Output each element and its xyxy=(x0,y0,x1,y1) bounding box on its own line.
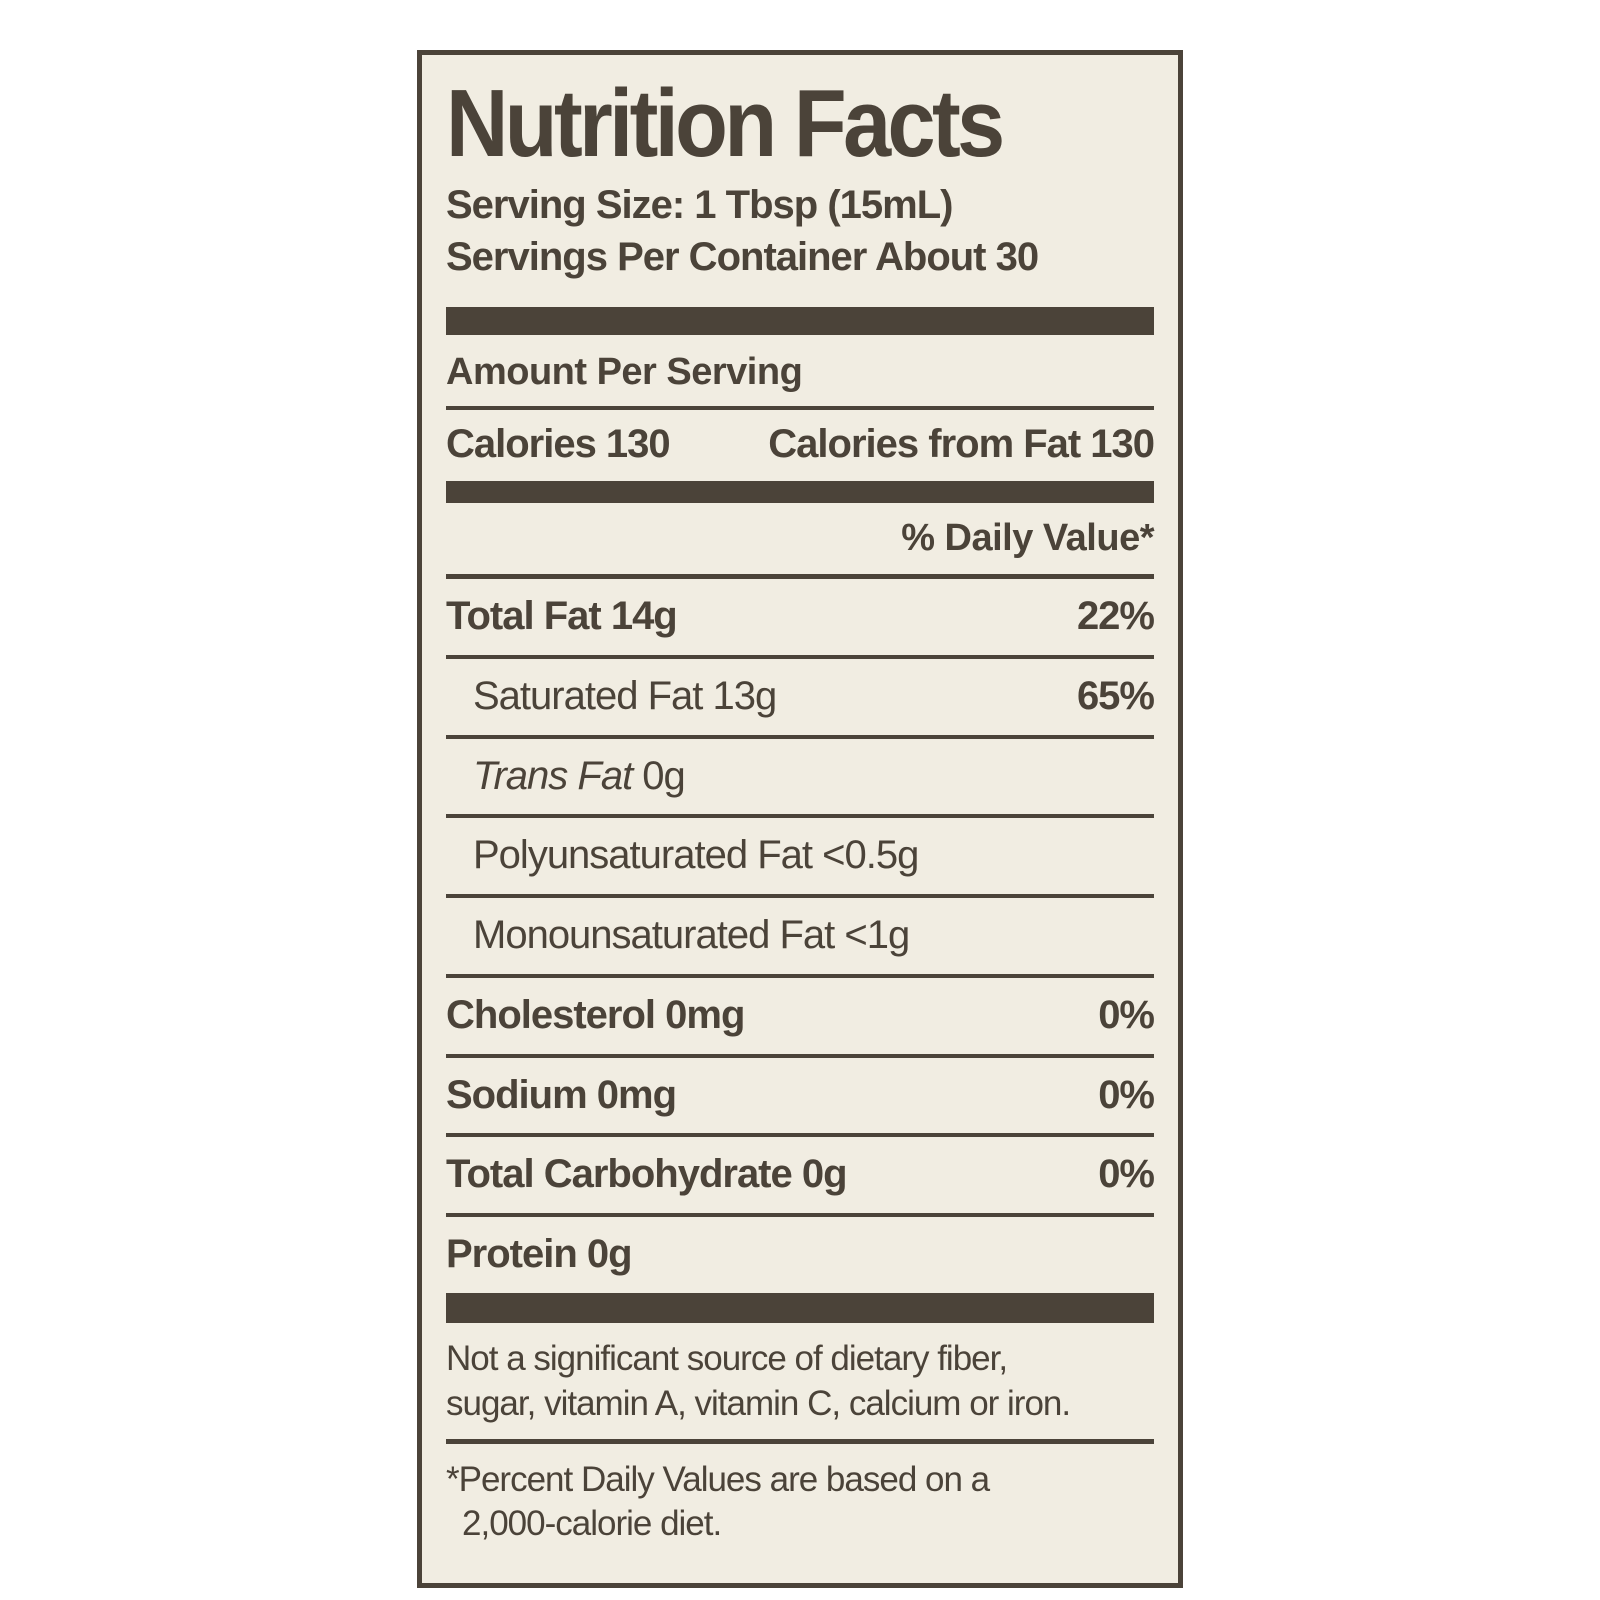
serving-size: Serving Size: 1 Tbsp (15mL) xyxy=(446,182,953,227)
nutrient-name: Saturated Fat xyxy=(473,673,703,718)
daily-value-header: % Daily Value* xyxy=(901,516,1154,559)
daily-value-percent: 0% xyxy=(1098,1072,1154,1117)
calories-value: 130 xyxy=(605,421,670,466)
table-row xyxy=(446,818,1154,894)
nutrient-amount: 14g xyxy=(600,593,677,638)
table-row xyxy=(446,579,1154,655)
nutrient-name: Polyunsaturated Fat xyxy=(473,833,812,878)
servings-per-container: Servings Per Container About 30 xyxy=(446,234,1039,279)
section-divider-bar xyxy=(446,481,1154,503)
section-divider-bar xyxy=(446,1293,1154,1323)
label-title: Nutrition Facts xyxy=(446,70,1002,177)
not-significant-note xyxy=(446,1323,1154,1439)
daily-value-percent: 0% xyxy=(1098,992,1154,1037)
note-line: 2,000-calorie diet. xyxy=(462,1504,722,1544)
nutrient-amount: 0g xyxy=(632,753,685,798)
nutrient-amount: <1g xyxy=(834,913,910,958)
amount-per-serving-heading: Amount Per Serving xyxy=(446,350,803,393)
calories-from-fat xyxy=(768,422,1154,467)
table-row xyxy=(446,898,1154,974)
note-line: Not a significant source of dietary fiber, xyxy=(446,1339,1008,1379)
nutrient xyxy=(446,1232,632,1277)
calories-label: Calories xyxy=(446,421,596,466)
nutrient-name: Protein xyxy=(446,1232,577,1277)
table-row xyxy=(446,1137,1154,1213)
nutrient-amount: 0mg xyxy=(655,992,745,1037)
nutrient-amount: 0mg xyxy=(586,1072,677,1117)
nutrient xyxy=(473,754,685,799)
daily-value-percent: 0% xyxy=(1098,1152,1154,1197)
nutrient-name: Monounsaturated Fat xyxy=(473,913,835,958)
daily-value-percent: 65% xyxy=(1076,673,1154,718)
nutrient-rows xyxy=(446,579,1154,1293)
daily-value-percent: 22% xyxy=(1076,593,1154,638)
nutrient-amount: 13g xyxy=(702,673,777,718)
nutrition-facts-label xyxy=(417,50,1183,1588)
section-divider-bar xyxy=(446,307,1154,335)
nutrient xyxy=(473,674,776,719)
nutrient xyxy=(446,993,744,1038)
daily-value-footnote xyxy=(446,1444,1154,1560)
calories-row xyxy=(446,410,1154,481)
nutrient-amount: <0.5g xyxy=(812,833,919,878)
nutrient-name: Cholesterol xyxy=(446,992,656,1037)
table-row xyxy=(446,739,1154,815)
table-row xyxy=(446,978,1154,1054)
nutrient-name: Sodium xyxy=(446,1072,587,1117)
table-row xyxy=(446,1217,1154,1293)
table-row xyxy=(446,659,1154,735)
nutrient xyxy=(446,1073,676,1118)
note-line: *Percent Daily Values are based on a xyxy=(446,1459,990,1499)
nutrient xyxy=(473,913,909,958)
nutrient xyxy=(473,833,918,878)
calories-from-fat-value: 130 xyxy=(1090,421,1154,466)
nutrient-amount: 0g xyxy=(576,1232,632,1277)
nutrient-name: Trans Fat xyxy=(473,753,633,798)
calories-total xyxy=(446,422,670,467)
nutrient-name: Total Fat xyxy=(446,593,601,638)
nutrient-amount: 0g xyxy=(791,1152,847,1197)
nutrient xyxy=(446,1152,847,1197)
nutrient-name: Total Carbohydrate xyxy=(446,1152,792,1197)
nutrient xyxy=(446,594,677,639)
table-row xyxy=(446,1058,1154,1134)
calories-from-fat-label: Calories from Fat xyxy=(768,421,1081,466)
note-line: sugar, vitamin A, vitamin C, calcium or iron. xyxy=(446,1383,1071,1423)
